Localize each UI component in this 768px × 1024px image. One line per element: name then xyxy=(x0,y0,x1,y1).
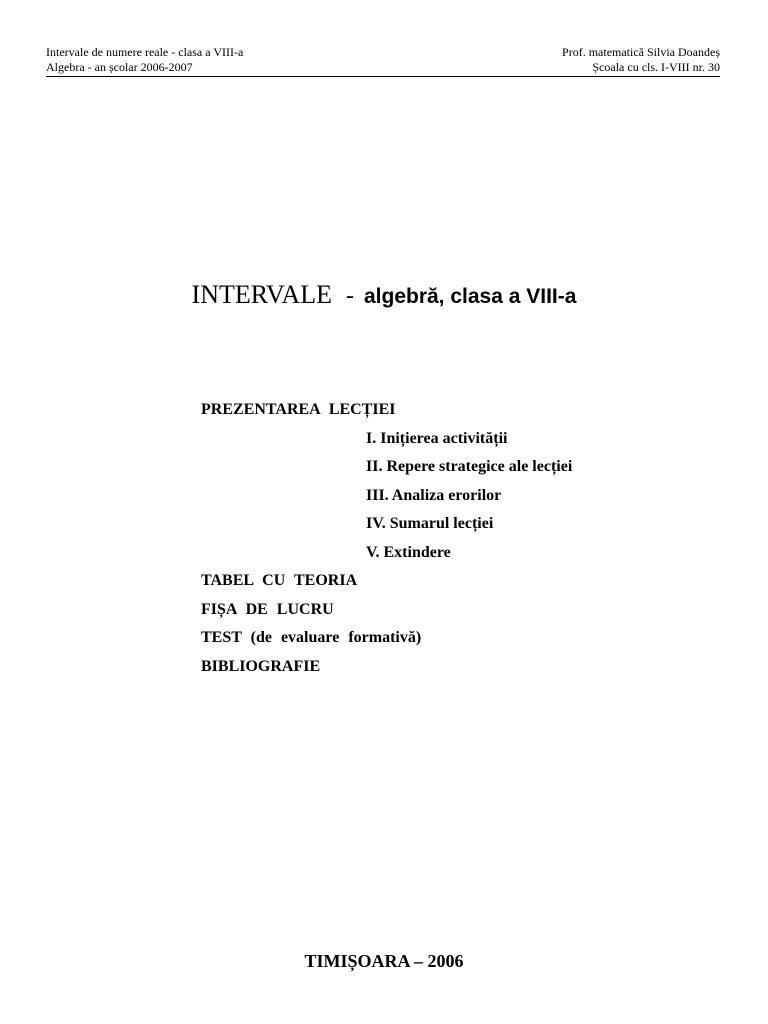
header-row-1 xyxy=(46,45,720,60)
toc-subitem-strategic-landmarks: II. Repere strategice ale lecției xyxy=(366,458,573,475)
running-header xyxy=(46,45,720,75)
title-subtitle: algebră, clasa a VIII-a xyxy=(363,285,577,308)
toc-theory-table: TABEL CU TEORIA xyxy=(201,572,358,589)
toc-test: TEST (de evaluare formativă) xyxy=(201,629,422,646)
header-divider xyxy=(46,76,720,77)
toc-subitem-error-analysis: III. Analiza erorilor xyxy=(366,486,502,504)
toc-bibliography: BIBLIOGRAFIE xyxy=(201,657,321,675)
header-school-year: Algebra - an școlar 2006-2007 xyxy=(46,60,193,74)
header-school: Școala cu cls. I-VIII nr. 30 xyxy=(592,60,720,74)
table-of-contents xyxy=(201,396,572,681)
header-row-2 xyxy=(46,60,720,75)
header-teacher: Prof. matematică Silvia Doandeș xyxy=(562,45,720,59)
toc-subitem-lesson-summary: IV. Sumarul lecției xyxy=(366,515,494,532)
place-and-year: TIMIȘOARA – 2006 xyxy=(304,951,464,971)
header-course-title: Intervale de numere reale - clasa a VIII-a xyxy=(46,45,244,59)
toc-subitem-extension: V. Extindere xyxy=(366,543,451,561)
title-dash: - xyxy=(345,283,354,309)
toc-lesson-presentation: PREZENTAREA LECȚIEI xyxy=(201,401,396,418)
toc-subitem-initiation: I. Inițierea activității xyxy=(366,429,508,447)
document-title xyxy=(0,277,768,315)
title-main: INTERVALE xyxy=(191,280,332,309)
toc-worksheet: FIȘA DE LUCRU xyxy=(201,600,334,618)
